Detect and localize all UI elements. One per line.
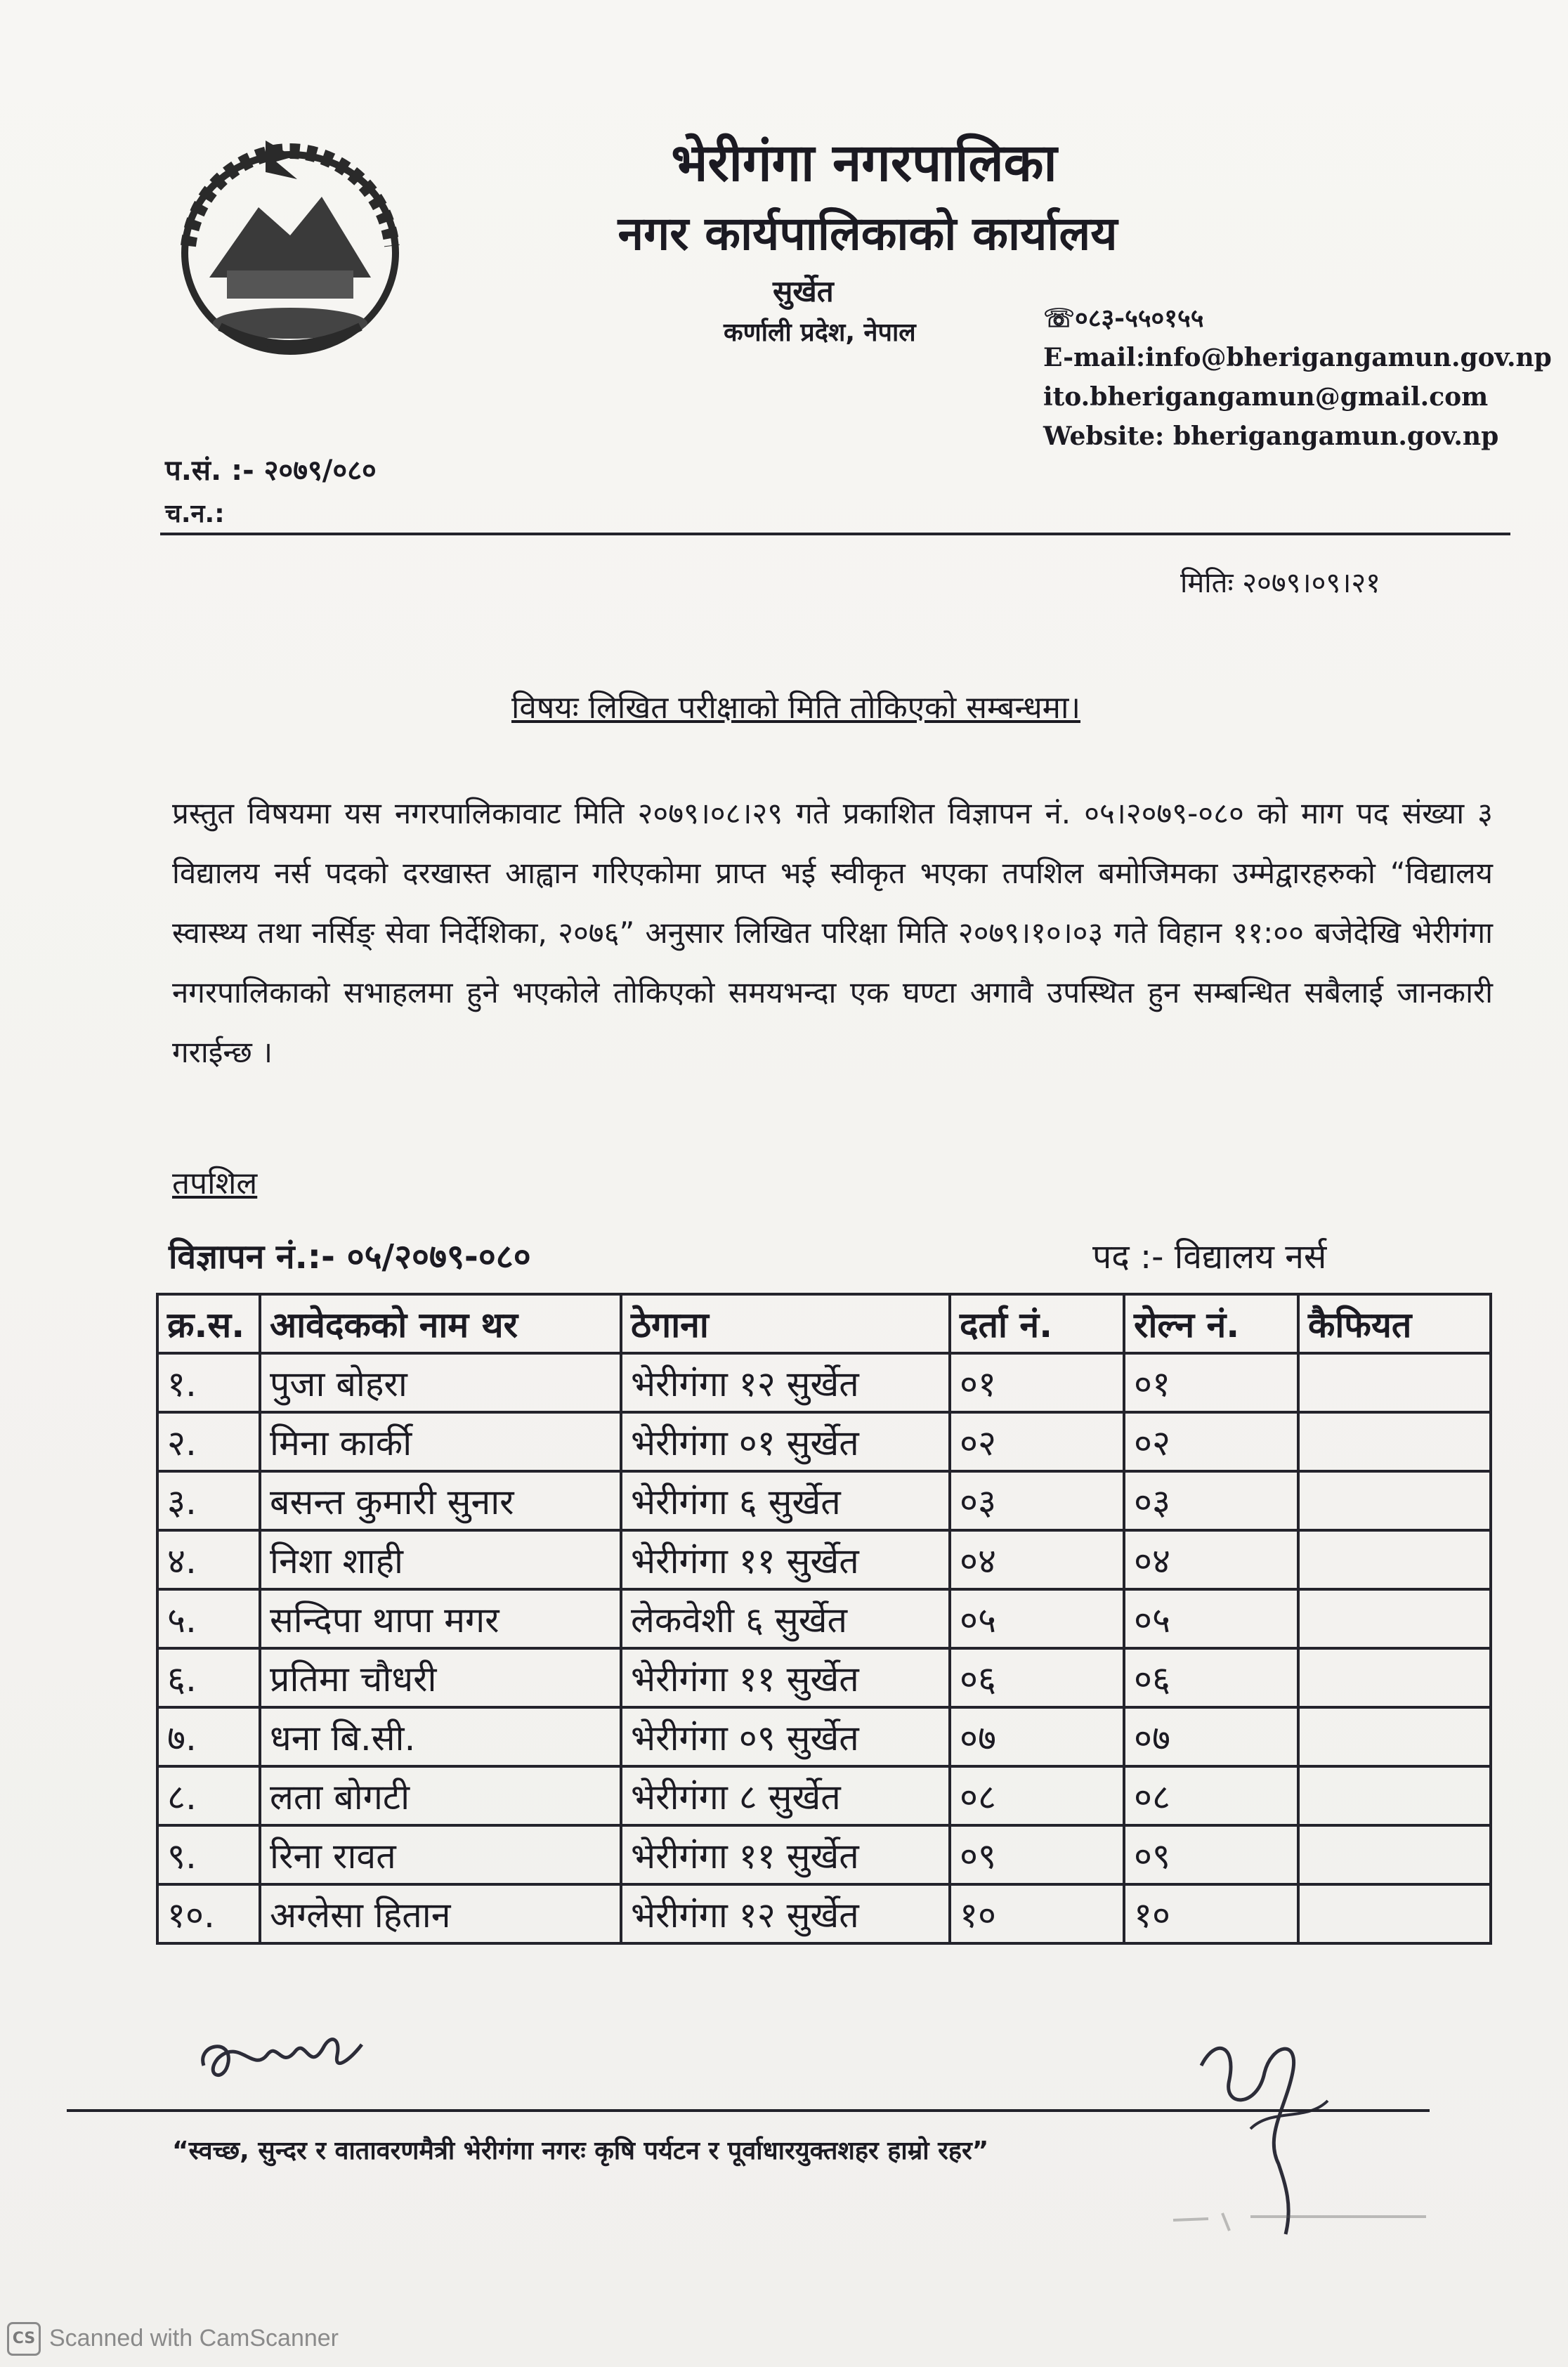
contact-block [1043,299,1552,456]
col-reg-header: दर्ता नं. [950,1294,1124,1353]
details-label: तपशिल [172,1166,258,1201]
col-name-header: आवेदकको नाम थर [260,1294,621,1353]
cell-reg: ०८ [950,1766,1124,1825]
cell-roll: ०२ [1124,1412,1298,1471]
cell-name: निशा शाही [260,1530,621,1589]
cell-roll: ०८ [1124,1766,1298,1825]
table-row [157,1353,1491,1412]
cell-address: भेरीगंगा ०९ सुर्खेत [621,1707,950,1766]
province-name: कर्णाली प्रदेश, नेपाल [724,318,916,347]
cell-address: भेरीगंगा १२ सुर्खेत [621,1884,950,1943]
cell-remarks [1298,1707,1491,1766]
cell-reg: ०३ [950,1471,1124,1530]
cell-remarks [1298,1884,1491,1943]
cell-address: भेरीगंगा ११ सुर्खेत [621,1825,950,1884]
dispatch-number: च.न.: [165,500,225,528]
cell-roll: ०४ [1124,1530,1298,1589]
col-serial-header: क्र.स. [157,1294,260,1353]
cell-serial: ६. [157,1648,260,1707]
cell-address: लेकवेशी ६ सुर्खेत [621,1589,950,1648]
cell-address: भेरीगंगा ०१ सुर्खेत [621,1412,950,1471]
email-link-secondary[interactable]: ito.bherigangamun@gmail.com [1043,382,1489,412]
office-name: नगर कार्यपालिकाको कार्यालय [618,207,1118,261]
cell-address: भेरीगंगा १२ सुर्खेत [621,1353,950,1412]
table-row [157,1884,1491,1943]
cell-serial: ४. [157,1530,260,1589]
letter-body: प्रस्तुत विषयमा यस नगरपालिकावाट मिति २०७९।०८।२९ गते प्रकाशित विज्ञापन नं. ०५।२०७९-०८० को माग पद संख्या ३ विद्यालय नर्स पदको दरखास्त आह्वान गरिएकोमा प्राप्त भई स्वीकृत भएका तपशिल बमोजिमका उम्मेद्वारहरुको “विद्यालय स्वास्थ्य तथा नर्सिङ् सेवा निर्देशिका, २०७६” अनुसार लिखित परिक्षा मिति २०७९।१०।०३ गते विहान ११:०० बजेदेखि भेरीगंगा नगरपालिकाको सभाहलमा हुने भएकोले तोकिएको समयभन्दा एक घण्टा अगावै उपस्थित हुन सम्बन्धित सबैलाई जानकारी गराईन्छ । [172,796,1493,1069]
col-remarks-header: कैफियत [1298,1294,1491,1353]
city-name: सुर्खेत [773,274,834,308]
cell-roll: ०६ [1124,1648,1298,1707]
col-roll-header: रोल्न नं. [1124,1294,1298,1353]
cell-remarks [1298,1766,1491,1825]
cell-name: अग्लेसा हितान [260,1884,621,1943]
cell-roll: ०१ [1124,1353,1298,1412]
cell-reg: ०७ [950,1707,1124,1766]
cell-remarks [1298,1471,1491,1530]
cell-reg: १० [950,1884,1124,1943]
footer-motto: “स्वच्छ, सुन्दर र वातावरणमैत्री भेरीगंगा नगरः कृषि पर्यटन र पूर्वाधारयुक्तशहर हाम्रो रहर” [172,2137,989,2165]
cell-roll: ०७ [1124,1707,1298,1766]
cell-name: धना बि.सी. [260,1707,621,1766]
cell-name: प्रतिमा चौधरी [260,1648,621,1707]
website-link[interactable]: Website: bherigangamun.gov.np [1043,422,1499,451]
cell-address: भेरीगंगा ८ सुर्खेत [621,1766,950,1825]
cell-remarks [1298,1648,1491,1707]
post-name: पद :- विद्यालय नर्स [1092,1237,1327,1277]
cell-reg: ०१ [950,1353,1124,1412]
letter-date: मितिः २०७९।०९।२१ [1180,567,1380,599]
stamp-smudge [1166,2192,1433,2241]
cell-serial: ७. [157,1707,260,1766]
cell-serial: ५. [157,1589,260,1648]
cell-reg: ०५ [950,1589,1124,1648]
cell-name: पुजा बोहरा [260,1353,621,1412]
nepal-emblem-icon [160,123,420,372]
cell-reg: ०९ [950,1825,1124,1884]
cell-remarks [1298,1412,1491,1471]
signature-mark [190,2016,372,2094]
phone-number: ☏०८३-५५०१५५ [1043,304,1204,333]
table-header-row [157,1294,1491,1353]
cell-serial: ८. [157,1766,260,1825]
camscanner-logo-icon: CS [7,2322,41,2356]
table-row [157,1530,1491,1589]
cell-serial: १०. [157,1884,260,1943]
cell-name: रिना रावत [260,1825,621,1884]
cell-serial: १. [157,1353,260,1412]
cell-serial: ३. [157,1471,260,1530]
letter-subject: विषयः लिखित परीक्षाको मिति तोकिएको सम्बन्धमा। [511,690,1081,726]
cell-reg: ०६ [950,1648,1124,1707]
cell-serial: ९. [157,1825,260,1884]
cell-address: भेरीगंगा ११ सुर्खेत [621,1648,950,1707]
header-divider [160,533,1510,535]
scanner-watermark: Scanned with CamScanner [49,2325,339,2352]
cell-name: बसन्त कुमारी सुनार [260,1471,621,1530]
cell-roll: १० [1124,1884,1298,1943]
cell-remarks [1298,1353,1491,1412]
table-row [157,1766,1491,1825]
cell-remarks [1298,1589,1491,1648]
cell-roll: ०५ [1124,1589,1298,1648]
table-row [157,1707,1491,1766]
cell-address: भेरीगंगा ११ सुर्खेत [621,1530,950,1589]
cell-roll: ०३ [1124,1471,1298,1530]
col-address-header: ठेगाना [621,1294,950,1353]
cell-remarks [1298,1530,1491,1589]
reference-number: प.सं. :- २०७९/०८० [165,455,377,487]
cell-serial: २. [157,1412,260,1471]
candidate-table [156,1293,1492,1945]
email-link[interactable]: E-mail:info@bherigangamun.gov.np [1043,343,1552,372]
cell-remarks [1298,1825,1491,1884]
table-row [157,1589,1491,1648]
advert-number: विज्ञापन नं.:- ०५/२०७९-०८० [169,1237,531,1277]
cell-address: भेरीगंगा ६ सुर्खेत [621,1471,950,1530]
table-row [157,1471,1491,1530]
table-row [157,1648,1491,1707]
cell-name: सन्दिपा थापा मगर [260,1589,621,1648]
cell-reg: ०४ [950,1530,1124,1589]
cell-roll: ०९ [1124,1825,1298,1884]
cell-name: मिना कार्की [260,1412,621,1471]
table-row [157,1825,1491,1884]
org-name: भेरीगंगा नगरपालिका [671,133,1057,193]
cell-name: लता बोगटी [260,1766,621,1825]
cell-reg: ०२ [950,1412,1124,1471]
table-row [157,1412,1491,1471]
footer-divider [67,2109,1430,2112]
